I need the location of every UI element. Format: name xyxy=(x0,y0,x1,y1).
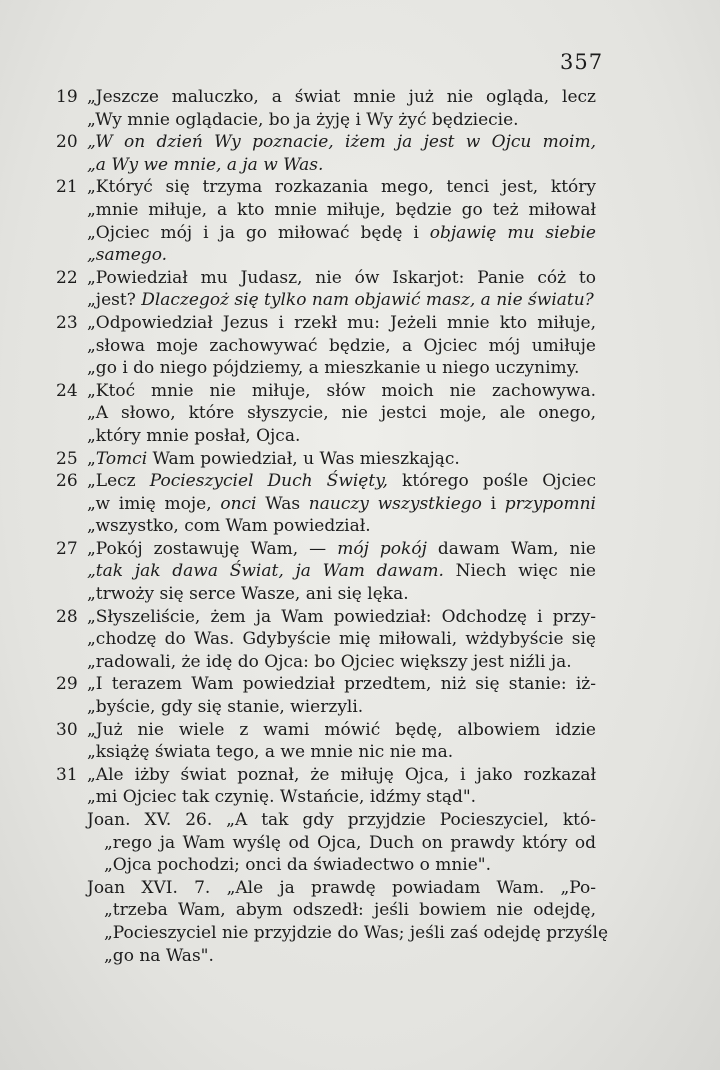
verse-number: 25 xyxy=(56,448,78,469)
verse-line xyxy=(87,357,596,380)
verse-line xyxy=(87,448,596,471)
verse-number: 31 xyxy=(56,764,78,785)
verse-line xyxy=(87,628,596,651)
verse-text: „Słyszeliście, żem ja Wam powiedział: Odchodzę i przy- xyxy=(87,606,596,627)
reference-line: Joan. XV. 26. „A tak gdy przyjdzie Pocieszyciel, któ- xyxy=(87,810,596,830)
verse-line xyxy=(87,583,596,606)
verse-number: 29 xyxy=(56,674,78,695)
verse-text: „byście, gdy się stanie, wierzyli. xyxy=(87,697,364,718)
verse-27 xyxy=(56,538,596,606)
verse-19 xyxy=(56,86,596,131)
verse-line xyxy=(87,425,596,448)
verse-29 xyxy=(56,673,596,718)
verse-31 xyxy=(56,764,596,809)
verse-25 xyxy=(56,448,596,471)
verse-number: 24 xyxy=(56,380,78,401)
reference-line: „rego ja Wam wyślę od Ojca, Duch on prawdy który od xyxy=(104,832,596,853)
verse-line xyxy=(87,402,596,425)
verse-line xyxy=(87,244,596,267)
verse-line xyxy=(87,289,596,312)
verse-text: Niech więc nie xyxy=(443,561,596,582)
verse-text: „mi Ojciec tak czynię. Wstańcie, idźmy stąd". xyxy=(87,787,477,808)
verse-text: Tomci xyxy=(95,448,148,469)
verse-number: 26 xyxy=(56,471,78,492)
verse-line xyxy=(87,470,596,493)
verse-line xyxy=(87,764,596,787)
verse-number: 27 xyxy=(56,538,78,559)
verse-text: Pocieszyciel Duch Święty, xyxy=(149,471,388,492)
verse-line xyxy=(87,651,596,674)
page-body xyxy=(56,86,609,967)
verse-21 xyxy=(56,176,596,266)
verse-text: „radowali, że idę do Ojca: bo Ojciec większy jest niźli ja. xyxy=(87,651,572,672)
verse-text: onci xyxy=(220,493,257,514)
verse-text: „a Wy we mnie, a ja w Was. xyxy=(87,154,324,175)
verse-text: „Wy mnie oglądacie, bo ja żyję i Wy żyć będziecie. xyxy=(87,109,519,130)
reference-line: „trzeba Wam, abym odszedł: jeśli bowiem nie odejdę, xyxy=(104,900,596,921)
verse-23 xyxy=(56,312,596,380)
verse-line xyxy=(87,176,596,199)
verse-line xyxy=(87,335,596,358)
verse-line xyxy=(87,380,596,403)
verse-line xyxy=(87,86,596,109)
verse-text: „w imię moje, xyxy=(87,493,221,514)
verse-text: „A słowo, które słyszycie, nie jestci moje, ale onego, xyxy=(87,403,596,424)
verse-line xyxy=(87,199,596,222)
verse-text: Was xyxy=(256,493,309,514)
verse-number: 23 xyxy=(56,312,78,333)
verse-line xyxy=(87,109,596,132)
verse-line xyxy=(87,538,596,561)
verse-text: „I terazem Wam powiedział przedtem, niż się stanie: iż- xyxy=(87,674,596,695)
verse-text: „wszystko, com Wam powiedział. xyxy=(87,516,371,537)
verse-text: „go i do niego pójdziemy, a mieszkanie u niego uczynimy. xyxy=(87,358,580,379)
verse-text: nauczy wszystkiego xyxy=(308,493,482,514)
verse-text: którego pośle Ojciec xyxy=(387,471,596,492)
verse-line xyxy=(87,786,596,809)
verse-text: przypomni xyxy=(504,493,596,514)
verse-number: 30 xyxy=(56,719,78,740)
verse-text: objawię mu siebie xyxy=(429,222,596,243)
verse-text: „ xyxy=(87,448,96,469)
verse-text: „Odpowiedział Jezus i rzekł mu: Jeżeli mnie kto miłuje, xyxy=(87,312,596,333)
verse-text: „mnie miłuje, a kto mnie miłuje, będzie go też miłował xyxy=(87,199,596,220)
reference-line: „Pocieszyciel nie przyjdzie do Was; jeśli zaś odejdę przyślę xyxy=(104,922,609,943)
verse-text: „Któryć się trzyma rozkazania mego, tenci jest, który xyxy=(87,177,596,198)
verse-number: 22 xyxy=(56,267,78,288)
verse-number: 20 xyxy=(56,132,78,153)
verse-line xyxy=(87,267,596,290)
verse-line xyxy=(87,312,596,335)
verse-number: 28 xyxy=(56,606,78,627)
verse-text: „samego. xyxy=(87,245,168,266)
reference-1 xyxy=(56,809,596,877)
verse-text: „W on dzień Wy poznacie, iżem ja jest w Ojcu moim, xyxy=(87,132,596,153)
verse-line xyxy=(87,131,596,154)
verse-text: „książę świata tego, a we mnie nic nie ma. xyxy=(87,742,454,763)
reference-line: „go na Was". xyxy=(104,945,214,966)
verse-text: „Już nie wiele z wami mówić będę, albowiem idzie xyxy=(87,719,596,740)
verse-line xyxy=(87,154,596,177)
verse-text: „jest? xyxy=(87,290,142,311)
verse-text: „który mnie posłał, Ojca. xyxy=(87,425,301,446)
verse-text: „Powiedział mu Judasz, nie ów Iskarjot: Panie cóż to xyxy=(87,267,596,288)
verse-text: „trwoży się serce Wasze, ani się lęka. xyxy=(87,584,409,605)
verse-text: Wam powiedział, u Was mieszkając. xyxy=(147,448,460,469)
verse-text: „słowa moje zachowywać będzie, a Ojciec mój umiłuje xyxy=(87,335,596,356)
verse-text: „chodzę do Was. Gdybyście mię miłowali, wżdybyście się xyxy=(87,629,596,650)
verse-22 xyxy=(56,267,596,312)
page-number: 357 xyxy=(560,50,604,74)
verse-number: 19 xyxy=(56,87,78,107)
verse-20 xyxy=(56,131,596,176)
verse-line xyxy=(87,696,596,719)
reference-line: Joan XVI. 7. „Ale ja prawdę powiadam Wam. „Po- xyxy=(87,877,596,898)
verse-line xyxy=(87,560,596,583)
reference-2 xyxy=(56,877,609,967)
verse-text: „Pokój zostawuję Wam, — xyxy=(87,538,338,559)
verse-text: „Ale iżby świat poznał, że miłuję Ojca, i jako rozkazał xyxy=(87,764,596,785)
verse-text: „Ojciec mój i ja go miłować będę i xyxy=(87,222,430,243)
verse-28 xyxy=(56,606,596,674)
verse-text: „Lecz xyxy=(87,471,150,492)
verse-line xyxy=(87,515,596,538)
verse-line xyxy=(87,741,596,764)
verse-text: „Jeszcze maluczko, a świat mnie już nie ogląda, lecz xyxy=(87,87,596,107)
reference-line: „Ojca pochodzi; onci da świadectwo o mnie". xyxy=(104,855,492,876)
verse-text: „Ktoć mnie nie miłuje, słów moich nie zachowywa. xyxy=(87,380,596,401)
verse-text: i xyxy=(481,493,505,514)
verse-24 xyxy=(56,380,596,448)
verse-line xyxy=(87,606,596,629)
verse-line xyxy=(87,673,596,696)
verse-line xyxy=(87,222,596,245)
verse-text: dawam Wam, nie xyxy=(426,538,596,559)
verse-26 xyxy=(56,470,596,538)
verse-30 xyxy=(56,719,596,764)
verse-line xyxy=(87,493,596,516)
verse-text: mój pokój xyxy=(337,538,427,559)
verse-text: Dlaczegoż się tylko nam objawić masz, a nie światu? xyxy=(141,290,594,311)
verse-line xyxy=(87,719,596,742)
verse-text: „tak jak dawa Świat, ja Wam dawam. xyxy=(87,561,444,582)
verse-number: 21 xyxy=(56,177,78,198)
